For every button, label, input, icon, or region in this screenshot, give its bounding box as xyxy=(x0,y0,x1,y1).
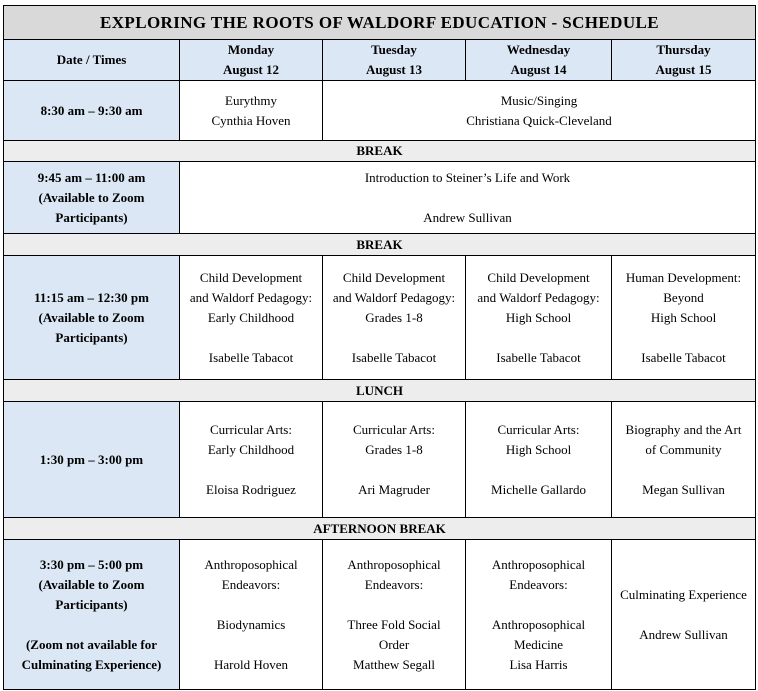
session-cell-all-days xyxy=(180,162,756,234)
session-title-line: Child Development xyxy=(487,269,590,285)
session-row-1 xyxy=(4,81,756,141)
afternoon-break-row xyxy=(4,518,756,540)
time-line: 11:15 am – 12:30 pm xyxy=(34,289,149,305)
time-line: (Available to Zoom xyxy=(38,309,145,325)
session-teacher: Lisa Harris xyxy=(509,656,568,672)
session-cell-monday xyxy=(180,540,323,690)
day-name: Wednesday xyxy=(506,42,571,57)
session-title-line: Three Fold Social xyxy=(347,616,441,632)
session-teacher: Isabelle Tabacot xyxy=(641,349,726,365)
session-title-line: Biography and the Art xyxy=(625,421,742,437)
time-line: 3:30 pm – 5:00 pm xyxy=(39,556,144,572)
session-title-line: High School xyxy=(650,309,717,325)
session-title-line: Beyond xyxy=(663,289,704,305)
session-title-line: Early Childhood xyxy=(207,441,295,457)
session-cell-thursday xyxy=(612,256,756,380)
break-row xyxy=(4,234,756,256)
session-teacher: Isabelle Tabacot xyxy=(496,349,581,365)
schedule-title: EXPLORING THE ROOTS OF WALDORF EDUCATION - SCHEDULE xyxy=(4,6,756,40)
session-cell-monday xyxy=(180,81,323,141)
session-title-line: Child Development xyxy=(199,269,303,285)
lunch-row xyxy=(4,380,756,402)
session-cell-tuesday xyxy=(323,402,466,518)
day-date: August 14 xyxy=(510,62,567,77)
time-cell xyxy=(4,256,180,380)
session-title-line: Anthroposophical xyxy=(491,616,586,632)
session-teacher: Harold Hoven xyxy=(213,656,288,672)
time-cell xyxy=(4,162,180,234)
day-header-tuesday xyxy=(323,40,466,81)
session-title-line: Endeavors: xyxy=(509,576,568,592)
lunch-label: LUNCH xyxy=(4,380,756,402)
session-cell-tuesday xyxy=(323,540,466,690)
session-teacher: Christiana Quick-Cleveland xyxy=(466,112,612,128)
schedule-table xyxy=(3,5,756,690)
session-cell-monday xyxy=(180,256,323,380)
time-cell xyxy=(4,540,180,690)
session-cell-wednesday xyxy=(466,540,612,690)
title-row xyxy=(4,6,756,40)
day-header-monday xyxy=(180,40,323,81)
session-teacher: Isabelle Tabacot xyxy=(351,349,437,365)
session-cell-wednesday xyxy=(466,402,612,518)
time-line: Participants) xyxy=(55,596,128,612)
time-cell: 8:30 am – 9:30 am xyxy=(4,81,180,141)
session-teacher: Matthew Segall xyxy=(353,656,435,672)
session-title-line: and Waldorf Pedagogy: xyxy=(189,289,313,305)
time-line: Culminating Experience) xyxy=(21,656,162,672)
day-name: Thursday xyxy=(656,42,711,57)
session-cell-tue-thu xyxy=(323,81,756,141)
session-row-3 xyxy=(4,256,756,380)
session-cell-tuesday xyxy=(323,256,466,380)
session-cell-monday xyxy=(180,402,323,518)
session-row-4 xyxy=(4,402,756,518)
day-date: August 15 xyxy=(655,62,712,77)
session-title-line: Human Development: xyxy=(625,269,742,285)
time-line: 9:45 am – 11:00 am xyxy=(37,169,146,185)
session-teacher: Megan Sullivan xyxy=(642,481,725,497)
day-name: Tuesday xyxy=(371,42,417,57)
session-title-line: Culminating Experience xyxy=(620,586,747,602)
session-teacher: Cynthia Hoven xyxy=(211,112,291,128)
break-label: BREAK xyxy=(4,234,756,256)
session-title-line: Curricular Arts: xyxy=(353,421,435,437)
date-times-header: Date / Times xyxy=(4,40,180,81)
session-cell-thursday xyxy=(612,540,756,690)
session-title-line: and Waldorf Pedagogy: xyxy=(332,289,456,305)
session-teacher: Michelle Gallardo xyxy=(491,481,586,497)
time-cell: 1:30 pm – 3:00 pm xyxy=(4,402,180,518)
session-title-line: Curricular Arts: xyxy=(497,421,580,437)
break-label: BREAK xyxy=(4,141,756,162)
afternoon-break-label: AFTERNOON BREAK xyxy=(4,518,756,540)
session-title: Introduction to Steiner’s Life and Work xyxy=(364,169,571,185)
session-teacher: Andrew Sullivan xyxy=(639,626,728,642)
session-title: Music/Singing xyxy=(500,92,578,108)
day-name: Monday xyxy=(227,42,275,57)
session-title-line: Early Childhood xyxy=(207,309,295,325)
session-title-line: Endeavors: xyxy=(221,576,281,592)
time-line: Participants) xyxy=(55,209,128,225)
time-line: Participants) xyxy=(55,329,128,345)
session-teacher: Ari Magruder xyxy=(358,481,430,497)
session-teacher: Eloisa Rodriguez xyxy=(206,481,296,497)
session-teacher: Andrew Sullivan xyxy=(423,209,512,225)
day-date: August 12 xyxy=(223,62,279,77)
session-title-line: of Community xyxy=(645,441,722,457)
session-title: Eurythmy xyxy=(225,92,277,108)
header-row xyxy=(4,40,756,81)
session-title-line: Anthroposophical xyxy=(347,556,441,572)
session-title-line: Curricular Arts: xyxy=(210,421,292,437)
day-header-wednesday xyxy=(466,40,612,81)
session-title-line: Medicine xyxy=(513,636,564,652)
session-cell-wednesday xyxy=(466,256,612,380)
time-line: (Zoom not available for xyxy=(25,636,158,652)
session-title-line: Child Development xyxy=(342,269,446,285)
time-line: (Available to Zoom xyxy=(38,189,145,205)
session-title-line: Grades 1-8 xyxy=(365,309,423,325)
time-line: (Available to Zoom xyxy=(38,576,145,592)
session-row-2 xyxy=(4,162,756,234)
session-title-line: Anthroposophical xyxy=(204,556,298,572)
session-cell-thursday xyxy=(612,402,756,518)
session-title-line: High School xyxy=(505,441,572,457)
session-title-line: High School xyxy=(505,309,572,325)
session-title-line: and Waldorf Pedagogy: xyxy=(477,289,600,305)
day-date: August 13 xyxy=(366,62,422,77)
session-row-5 xyxy=(4,540,756,690)
day-header-thursday xyxy=(612,40,756,81)
session-title-line: Endeavors: xyxy=(364,576,424,592)
break-row xyxy=(4,141,756,162)
session-teacher: Isabelle Tabacot xyxy=(208,349,294,365)
session-title-line: Biodynamics xyxy=(216,616,286,632)
session-title-line: Order xyxy=(378,636,410,652)
session-title-line: Grades 1-8 xyxy=(365,441,423,457)
session-title-line: Anthroposophical xyxy=(491,556,586,572)
